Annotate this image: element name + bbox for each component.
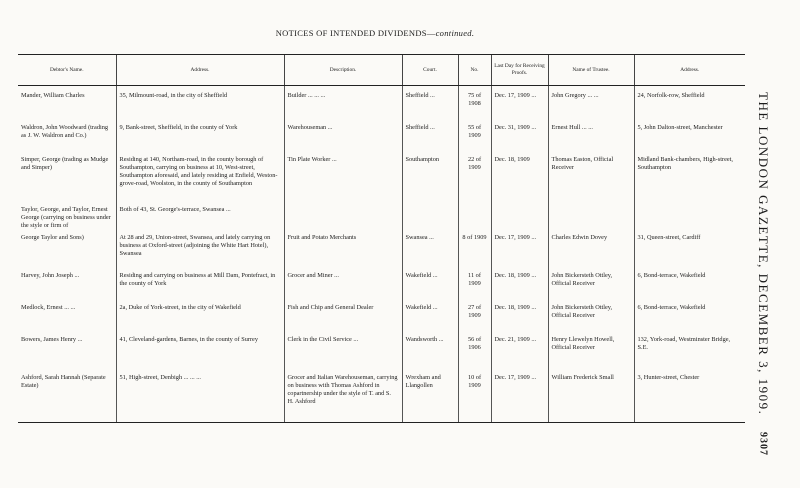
last-day: Dec. 18, 1909 ... xyxy=(491,266,548,298)
description: Fruit and Potato Merchants xyxy=(284,232,402,266)
table-row xyxy=(18,118,745,150)
col-header: Last Day for Receiving Proofs. xyxy=(491,55,548,86)
case-number: 8 of 1909 xyxy=(458,232,491,266)
title-suffix: continued. xyxy=(435,28,475,38)
table-row xyxy=(18,330,745,368)
last-day: Dec. 17, 1909 ... xyxy=(491,232,548,266)
case-number: 22 of 1909 xyxy=(458,150,491,200)
col-header: Description. xyxy=(284,55,402,86)
col-header: Address. xyxy=(116,55,284,86)
col-header: Debtor's Name. xyxy=(18,55,116,86)
col-header: Name of Trustee. xyxy=(548,55,634,86)
debtor-name: George Taylor and Sons) xyxy=(21,234,84,241)
trustee-name: Henry Llewelyn Howell, Official Receiver xyxy=(548,330,634,368)
trustee-address: 6, Bond-terrace, Wakefield xyxy=(634,298,745,330)
case-number xyxy=(458,200,491,232)
side-margin xyxy=(752,92,774,456)
trustee-address: 31, Queen-street, Cardiff xyxy=(634,232,745,266)
court xyxy=(402,200,458,232)
court: Wandsworth ... xyxy=(402,330,458,368)
trustee-name: Thomas Easton, Official Receiver xyxy=(548,150,634,200)
table-row xyxy=(18,150,745,200)
debtor-name: Harvey, John Joseph ... xyxy=(21,272,80,279)
trustee-address: Midland Bank-chambers, High-street, Southampton xyxy=(634,150,745,200)
debtor-address: 2a, Duke of York-street, in the city of Wakefield xyxy=(116,298,284,330)
court: Wrexham and Llangollen xyxy=(402,368,458,423)
debtor-name: Ashford, Sarah Hannah (Separate Estate) xyxy=(18,368,116,423)
case-number: 75 of 1908 xyxy=(458,86,491,119)
court: Swansea ... xyxy=(402,232,458,266)
table-row xyxy=(18,232,745,266)
trustee-name xyxy=(548,200,634,232)
description: Builder ... ... ... xyxy=(284,86,402,119)
trustee-address xyxy=(634,200,745,232)
debtor-address: 9, Bank-street, Sheffield, in the county of York xyxy=(116,118,284,150)
debtor-address: Residing at 140, Northam-road, in the county borough of Southampton, carrying on business at 10, West-street, Southampton aforesaid, and lately residing at Enfield, Weston-grove-road, Woolston, in the county of Southampton xyxy=(116,150,284,200)
description: Grocer and Miner ... xyxy=(284,266,402,298)
last-day xyxy=(491,200,548,232)
trustee-name: Ernest Hull ... ... xyxy=(548,118,634,150)
table-row xyxy=(18,86,745,119)
debtor-address: At 28 and 29, Union-street, Swansea, and lately carrying on business at Oxford-street (adjoining the White Hart Hotel), Swansea xyxy=(116,232,284,266)
description xyxy=(284,200,402,232)
gazette-running-head: THE LONDON GAZETTE, DECEMBER 3, 1909. xyxy=(756,92,771,416)
trustee-address: 3, Hunter-street, Chester xyxy=(634,368,745,423)
case-number: 56 of 1906 xyxy=(458,330,491,368)
trustee-address: 5, John Dalton-street, Manchester xyxy=(634,118,745,150)
case-number: 27 of 1909 xyxy=(458,298,491,330)
description: Grocer and Italian Warehouseman, carrying on business with Thomas Ashford in copartnership under the style of T. and S. H. Ashford xyxy=(284,368,402,423)
trustee-name: John Gregory ... ... xyxy=(548,86,634,119)
debtor-address: 51, High-street, Denbigh ... ... ... xyxy=(116,368,284,423)
trustee-name: Charles Edwin Dovey xyxy=(548,232,634,266)
description: Tin Plate Worker ... xyxy=(284,150,402,200)
debtor-address: 35, Milmount-road, in the city of Sheffield xyxy=(116,86,284,119)
description: Fish and Chip and General Dealer xyxy=(284,298,402,330)
last-day: Dec. 21, 1909 ... xyxy=(491,330,548,368)
court: Wakefield ... xyxy=(402,298,458,330)
court: Sheffield ... xyxy=(402,86,458,119)
last-day: Dec. 18, 1909 xyxy=(491,150,548,200)
last-day: Dec. 31, 1909 ... xyxy=(491,118,548,150)
last-day: Dec. 18, 1909 ... xyxy=(491,298,548,330)
court: Sheffield ... xyxy=(402,118,458,150)
dividends-table xyxy=(18,54,745,423)
table-row xyxy=(18,266,745,298)
col-header: Court. xyxy=(402,55,458,86)
trustee-address: 6, Bond-terrace, Wakefield xyxy=(634,266,745,298)
court: Wakefield ... xyxy=(402,266,458,298)
case-number: 11 of 1909 xyxy=(458,266,491,298)
trustee-name: John Bickersteth Ottley, Official Receiver xyxy=(548,298,634,330)
debtor-name: Bowers, James Henry ... xyxy=(21,336,83,343)
description: Clerk in the Civil Service ... xyxy=(284,330,402,368)
debtor-address: Residing and carrying on business at Mill Dam, Pontefract, in the county of York xyxy=(116,266,284,298)
table-row xyxy=(18,298,745,330)
debtor-address: Both of 43, St. George's-terrace, Swansea ... xyxy=(116,200,284,232)
trustee-address: 132, York-road, Westminster Bridge, S.E. xyxy=(634,330,745,368)
trustee-name: William Frederick Small xyxy=(548,368,634,423)
case-number: 10 of 1909 xyxy=(458,368,491,423)
table-row xyxy=(18,200,745,232)
debtor-name: Mander, William Charles xyxy=(21,92,85,99)
trustee-address: 24, Norfolk-row, Sheffield xyxy=(634,86,745,119)
table-header xyxy=(18,55,745,86)
debtor-name: Waldron, John Woodward (trading as J. W. Waldron and Co.) xyxy=(21,124,109,139)
page-title: NOTICES OF INTENDED DIVIDENDS—continued. xyxy=(275,28,475,38)
debtor-name: Taylor, George, and Taylor, Ernest George (carrying on business under the style or firm of xyxy=(21,206,111,229)
debtor-address: 41, Cleveland-gardens, Barnes, in the county of Surrey xyxy=(116,330,284,368)
court: Southampton xyxy=(402,150,458,200)
page-number: 9307 xyxy=(757,432,769,456)
debtor-name: Simper, George (trading as Mudge and Simper) xyxy=(21,156,109,171)
description: Warehouseman ... xyxy=(284,118,402,150)
last-day: Dec. 17, 1909 ... xyxy=(491,368,548,423)
col-header: No. xyxy=(458,55,491,86)
debtor-name: Medlock, Ernest ... ... xyxy=(21,304,76,311)
col-header: Address. xyxy=(634,55,745,86)
case-number: 55 of 1909 xyxy=(458,118,491,150)
last-day: Dec. 17, 1909 ... xyxy=(491,86,548,119)
table-row xyxy=(18,368,745,423)
trustee-name: John Bickersteth Ottley, Official Receiver xyxy=(548,266,634,298)
